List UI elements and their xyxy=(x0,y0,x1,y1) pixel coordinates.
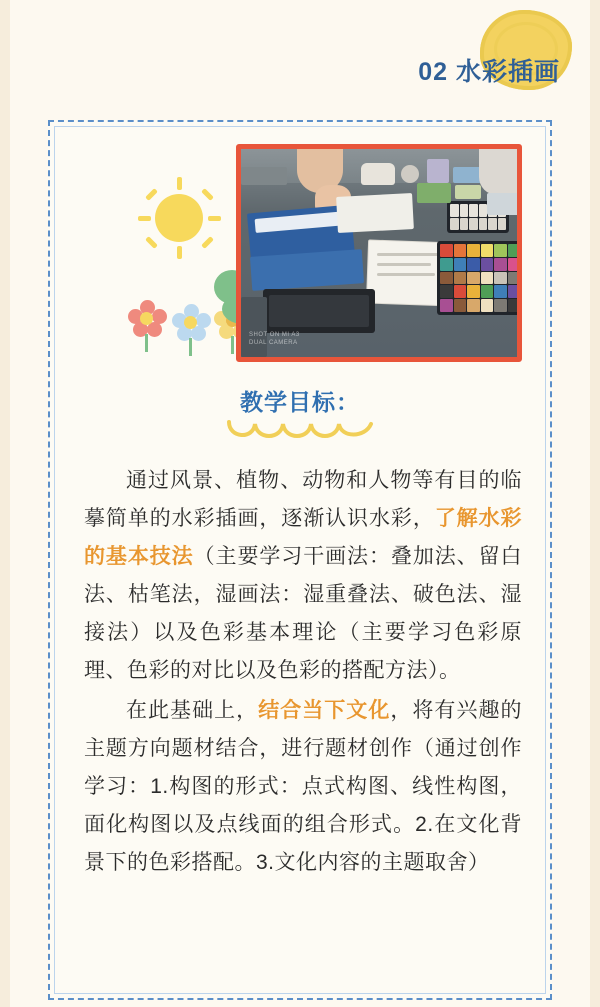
page-header xyxy=(0,0,600,112)
p1-highlight: 了解水彩的基本技法 xyxy=(84,507,523,568)
photo-watermark: SHOT ON MI A3 DUAL CAMERA xyxy=(249,332,300,346)
content-card xyxy=(48,120,552,1000)
section-title: 教学目标： xyxy=(240,389,360,415)
page-right-edge xyxy=(590,0,600,1007)
p2-seg1: 在此基础上， xyxy=(126,699,259,722)
squiggle-underline-decoration xyxy=(225,418,375,444)
flower-red-icon xyxy=(128,300,166,338)
watercolor-class-desk-photo xyxy=(236,144,522,362)
p2-seg3: ，将有兴趣的主题方向题材结合，进行题材创作（通过创作学习：1.构图的形式：点式构图、线性构图，面化构图以及点线面的组合形式。2.在文化背景下的色彩搭配。3.文化内容的主题取舍） xyxy=(84,699,523,874)
paragraph-2 xyxy=(84,692,522,882)
flower-blue-icon xyxy=(172,304,210,342)
body-text xyxy=(84,462,522,884)
p1-seg3: （主要学习干画法：叠加法、留白法、枯笔法，湿画法：湿重叠法、破色法、湿接法）以及色彩基本理论（主要学习色彩原理、色彩的对比以及色彩的搭配方法）。 xyxy=(84,545,523,682)
paragraph-1 xyxy=(84,462,522,690)
p1-seg1: 通过风景、植物、动物和人物等有目的临摹简单的水彩插画，逐渐认识水彩， xyxy=(84,469,522,530)
page-title: 02 水彩插画 xyxy=(418,58,560,86)
page-left-edge xyxy=(0,0,10,1007)
p2-highlight: 结合当下文化 xyxy=(258,699,391,722)
